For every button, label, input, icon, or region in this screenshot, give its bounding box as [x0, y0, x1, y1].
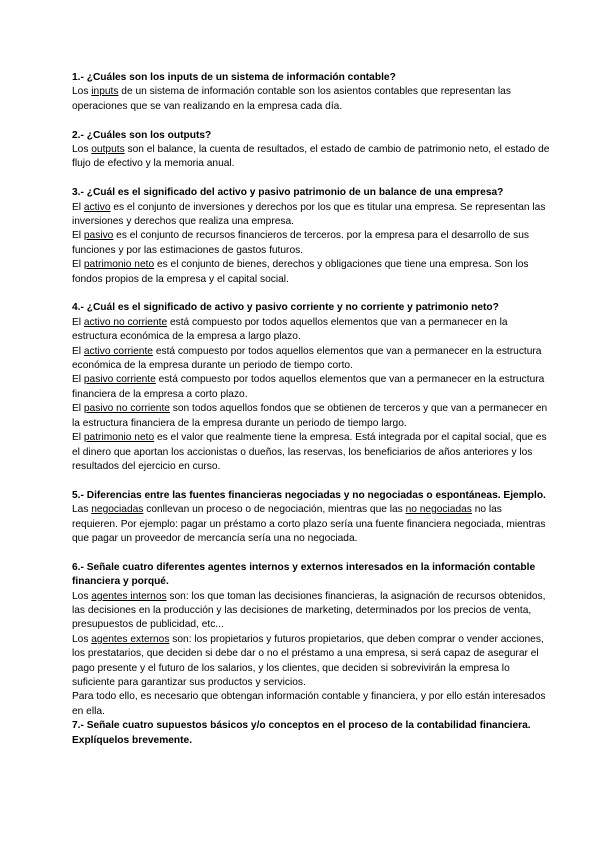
answer-6-p1-post: son: los que toman las decisiones financieras, la asignación de recursos obtenidos, las decisiones en la producción y las decisiones de marketing, determinados por los precios de venta, presupuestos de publicidad, etc... [72, 590, 546, 631]
answer-4-p1-post: está compuesto por todos aquellos elementos que van a permanecer en la estructura económica de la empresa a largo plazo. [72, 316, 508, 343]
answer-3-pasivo [72, 229, 550, 258]
answer-4-p5-post: es el valor que realmente tiene la empresa. Está integrada por el capital social, que es el dinero que aportan los accionistas o dueños, las reservas, los beneficiarios de años anteriores y los resultados del ejercicio en curso. [72, 432, 547, 472]
document-page [72, 71, 550, 748]
question-2-title: 2.- ¿Cuáles son los outputs? [72, 129, 212, 141]
term-activo: activo [83, 201, 111, 213]
answer-6-p2-post: son: los propietarios y futuros propietarios, que deben comprar o vender acciones, los prestatarios, que deciden si debe dar o no el préstamo a una empresa, si será capaz de asegurar el pago presente y el futuro de los salarios, y los clientes, que deciden si sobrevivirán la empresa lo suficiente para garantizar sus productos y servicios. [72, 633, 544, 688]
answer-5 [72, 503, 550, 546]
answer-1-pre: Los [72, 86, 92, 98]
question-3-title: 3.- ¿Cuál es el significado del activo y pasivo patrimonio de un balance de una empresa? [72, 187, 504, 199]
term-negociadas: negociadas [91, 504, 144, 516]
answer-4-p2-post: está compuesto por todos aquellos elementos que van a permanecer en la estructura económica de la empresa durante un periodo de tiempo corto. [72, 345, 542, 372]
answer-5-mid: conllevan un proceso o de negociación, mientras que las [143, 504, 406, 516]
answer-4-p5-pre: El [72, 432, 84, 444]
answer-3-p3-pre: El [72, 259, 84, 271]
answer-1-post: de un sistema de información contable son los asientos contables que representan las operaciones que se van realizando en la empresa cada día. [72, 86, 511, 112]
answer-6-conclusion: Para todo ello, es necesario que obtengan información contable y financiera, y por ello están interesados en ella. [72, 691, 546, 717]
term-pasivo-no-corriente: pasivo no corriente [83, 403, 170, 415]
answer-3-p1-pre: El [72, 201, 84, 213]
answer-4-p3-post: está compuesto por todos aquellos elementos que van a permanecer en la estructura financiera de la empresa a corto plazo. [72, 374, 545, 400]
answer-3-activo [72, 201, 550, 230]
answer-6-internos [72, 590, 550, 633]
term-pasivo-corriente: pasivo corriente [83, 374, 156, 386]
question-5-title: 5.- Diferencias entre las fuentes financieras negociadas y no negociadas o espontáneas. Ejemplo. [72, 489, 546, 501]
answer-3-p1-post: es el conjunto de inversiones y derechos por los que es titular una empresa. Se representan las inversiones y derechos que realiza una empresa. [72, 201, 546, 228]
term-pasivo: pasivo [83, 230, 114, 242]
answer-6-p1-pre: Los [72, 590, 92, 602]
question-7-title: 7.- Señale cuatro supuestos básicos y/o conceptos en el proceso de la contabilidad financiera. Explíquelos brevemente. [72, 720, 531, 746]
answer-4-p4-pre: El [72, 403, 84, 415]
answer-6-externos [72, 633, 550, 691]
question-1-title: 1.- ¿Cuáles son los inputs de un sistema de información contable? [72, 72, 396, 83]
answer-4-p2-pre: El [72, 345, 84, 357]
answer-4-pasivo-no-corriente [72, 402, 550, 431]
answer-4-activo-no-corriente [72, 316, 550, 345]
term-activo-no-corriente: activo no corriente [83, 316, 168, 328]
term-activo-corriente: activo corriente [83, 345, 153, 357]
answer-4-p1-pre: El [72, 316, 84, 328]
answer-2-pre: Los [72, 144, 92, 156]
question-6-title: 6.- Señale cuatro diferentes agentes internos y externos interesados en la información contable financiera y porqué. [72, 561, 536, 588]
term-patrimonio-neto-2: patrimonio neto [83, 432, 155, 444]
answer-5-pre: Las [72, 504, 92, 516]
answer-2 [72, 143, 550, 172]
answer-4-patrimonio-neto [72, 431, 550, 474]
answer-4-p3-pre: El [72, 374, 84, 386]
answer-2-post: son el balance, la cuenta de resultados, el estado de cambio de patrimonio neto, el estado de flujo de efectivo y la memoria anual. [72, 144, 550, 170]
answer-3-p2-pre: El [72, 230, 84, 242]
term-inputs: inputs [91, 86, 119, 98]
answer-6-p2-pre: Los [72, 633, 92, 645]
answer-4-activo-corriente [72, 345, 550, 374]
question-4-title: 4.- ¿Cuál es el significado de activo y pasivo corriente y no corriente y patrimonio neto? [72, 302, 499, 314]
answer-3-p3-post: es el conjunto de bienes, derechos y obligaciones que tiene una empresa. Son los fondos propios de la empresa y el capital social. [72, 259, 529, 285]
term-outputs: outputs [91, 144, 125, 156]
answer-3-p2-post: es el conjunto de recursos financieros de terceros. por la empresa para el desarrollo de sus funciones y por las estimaciones de gastos futuros. [72, 230, 529, 256]
term-agentes-internos: agentes internos [91, 590, 167, 602]
answer-3-patrimonio [72, 258, 550, 287]
term-agentes-externos: agentes externos [91, 633, 170, 645]
term-patrimonio-neto: patrimonio neto [83, 259, 155, 271]
answer-4-pasivo-corriente [72, 373, 550, 402]
answer-4-p4-post: son todos aquellos fondos que se obtienen de terceros y que van a permanecer en la estructura financiera de la empresa durante un periodo de tiempo largo. [72, 403, 548, 429]
answer-1 [72, 85, 550, 114]
term-no-negociadas: no negociadas [405, 504, 472, 516]
answer-5-post: no las requieren. Por ejemplo: pagar un préstamo a corto plazo sería una fuente financiera negociada, mientras que pagar un proveedor de mercancía sería una no negociada. [72, 504, 546, 544]
